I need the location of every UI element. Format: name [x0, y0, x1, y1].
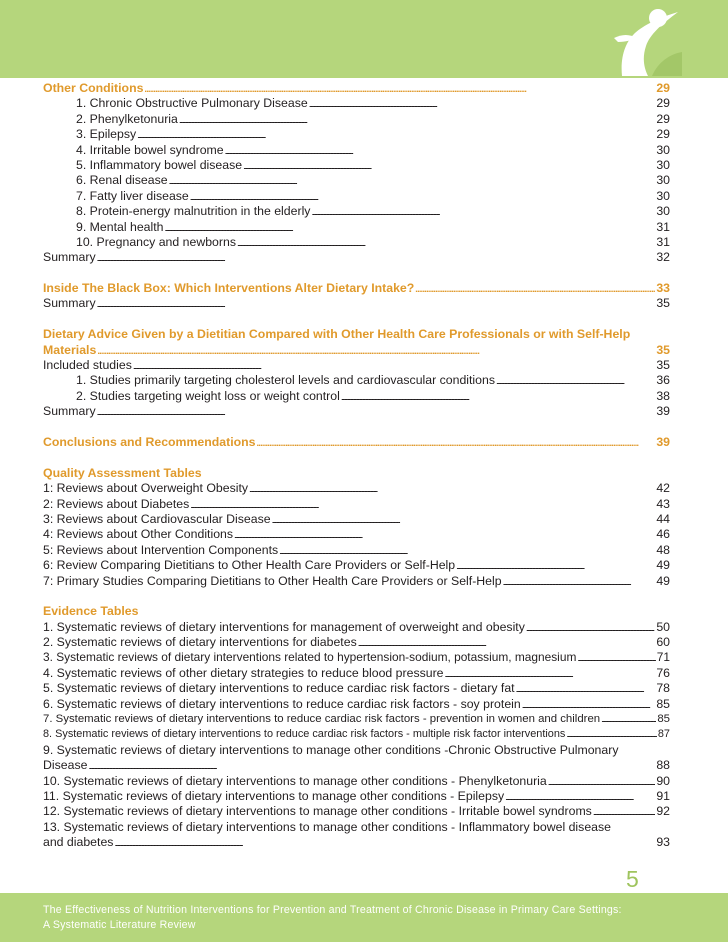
toc-page: 85: [656, 696, 670, 711]
toc-title: 8. Systematic reviews of dietary interventions to reduce cardiac risk factors - multiple risk factor interventions: [43, 728, 566, 741]
toc-page: 42: [656, 481, 670, 496]
toc-title: 11. Systematic reviews of dietary interventions to manage other conditions - Epilepsy: [43, 788, 505, 803]
toc-title: 2. Phenylketonuria: [76, 111, 178, 126]
toc-item[interactable]: [43, 96, 670, 111]
toc-heading: [43, 604, 670, 619]
toc-page: 35: [656, 296, 670, 311]
toc-title: Inside The Black Box: Which Interventions Alter Dietary Intake?: [43, 281, 415, 296]
toc-item[interactable]: [43, 481, 670, 496]
toc-title: 1. Studies primarily targeting cholesterol levels and cardiovascular conditions: [76, 373, 495, 388]
toc-item[interactable]: [43, 497, 670, 512]
toc-page: 35: [656, 342, 670, 357]
toc-title: 10. Pregnancy and newborns: [76, 234, 236, 249]
toc-item[interactable]: [43, 697, 670, 712]
toc-title: Quality Assessment Tables: [43, 465, 202, 480]
toc-title: 2. Systematic reviews of dietary interventions for diabetes: [43, 635, 357, 650]
toc-title: Summary: [43, 296, 96, 311]
toc-item-line[interactable]: 13. Systematic reviews of dietary interventions to manage other conditions - Inflammatory bowel disease: [43, 819, 611, 834]
toc-title: 7. Systematic reviews of dietary interventions to reduce cardiac risk factors - prevention in women and children: [43, 713, 601, 726]
toc-item[interactable]: [43, 404, 670, 419]
toc-title: Disease: [43, 758, 88, 773]
toc-page: 85: [657, 713, 670, 726]
toc-page: 93: [656, 835, 670, 850]
toc-page: 71: [656, 650, 670, 665]
toc-page: 39: [656, 404, 670, 419]
toc-item[interactable]: [43, 112, 670, 127]
toc-page: 44: [656, 511, 670, 526]
toc-page: 36: [656, 373, 670, 388]
toc-item[interactable]: [43, 296, 670, 311]
toc-title: Summary: [43, 250, 96, 265]
toc-title: 1: Reviews about Overweight Obesity: [43, 481, 249, 496]
toc-item[interactable]: [43, 250, 670, 265]
toc-item[interactable]: [43, 835, 670, 850]
toc-item[interactable]: [43, 758, 670, 773]
toc-item[interactable]: [43, 127, 670, 142]
toc-item[interactable]: [43, 358, 670, 373]
toc-heading[interactable]: [43, 327, 670, 342]
toc-title: 7: Primary Studies Comparing Dietitians to Other Health Care Providers or Self-Help: [43, 573, 502, 588]
toc-title: 2. Studies targeting weight loss or weight control: [76, 388, 340, 403]
toc-item[interactable]: [43, 220, 670, 235]
person-figure-logo-icon: [592, 4, 682, 76]
table-of-contents: [43, 81, 670, 851]
toc-item[interactable]: [43, 574, 670, 589]
toc-heading[interactable]: [43, 435, 670, 450]
toc-title: 9. Mental health: [76, 219, 164, 234]
toc-item[interactable]: [43, 512, 670, 527]
toc-title: 6: Review Comparing Dietitians to Other Health Care Providers or Self-Help: [43, 558, 456, 573]
toc-title: 12. Systematic reviews of dietary interventions to manage other conditions - Irritable bowel syndroms: [43, 804, 592, 819]
toc-item[interactable]: [43, 373, 670, 388]
toc-page: 30: [656, 173, 670, 188]
toc-page: 29: [656, 96, 670, 111]
toc-title: 2: Reviews about Diabetes: [43, 496, 190, 511]
toc-item[interactable]: [43, 620, 670, 635]
toc-title: Materials: [43, 342, 97, 357]
toc-item[interactable]: [43, 158, 670, 173]
toc-page: 31: [656, 234, 670, 249]
toc-title: and diabetes: [43, 835, 114, 850]
toc-item[interactable]: [43, 712, 670, 727]
toc-item[interactable]: [43, 727, 670, 742]
toc-item[interactable]: [43, 804, 670, 819]
toc-title: Included studies: [43, 358, 132, 373]
toc-title: 3: Reviews about Cardiovascular Disease: [43, 511, 271, 526]
toc-item[interactable]: [43, 204, 670, 219]
toc-heading: [43, 466, 670, 481]
toc-title: 4. Irritable bowel syndrome: [76, 142, 224, 157]
footer-line: The Effectiveness of Nutrition Interventions for Prevention and Treatment of Chronic Disease in Primary Care Settings:: [43, 904, 622, 916]
toc-title: 5. Inflammatory bowel disease: [76, 157, 243, 172]
header-band: [0, 0, 728, 78]
toc-heading[interactable]: [43, 343, 670, 358]
toc-title: Evidence Tables: [43, 604, 139, 619]
toc-title: 5. Systematic reviews of dietary interventions to reduce cardiac risk factors - dietary fat: [43, 681, 515, 696]
page-number: 5: [626, 866, 639, 892]
toc-item[interactable]: [43, 789, 670, 804]
toc-title: Summary: [43, 404, 96, 419]
toc-title: Dietary Advice Given by a Dietitian Compared with Other Health Care Professionals or with Self-Help: [43, 327, 631, 342]
toc-page: 78: [656, 681, 670, 696]
toc-item[interactable]: [43, 173, 670, 188]
toc-title: 1. Chronic Obstructive Pulmonary Disease: [76, 96, 308, 111]
toc-page: 88: [656, 758, 670, 773]
toc-title: 4. Systematic reviews of other dietary strategies to reduce blood pressure: [43, 665, 444, 680]
toc-item[interactable]: [43, 143, 670, 158]
toc-title: 6. Systematic reviews of dietary interventions to reduce cardiac risk factors - soy protein: [43, 696, 521, 711]
toc-title: 4: Reviews about Other Conditions: [43, 527, 234, 542]
toc-page: 90: [656, 773, 670, 788]
toc-title: Conclusions and Recommendations: [43, 434, 256, 449]
toc-item[interactable]: [43, 558, 670, 573]
footer-text: [43, 903, 703, 933]
toc-page: 33: [656, 281, 670, 296]
toc-page: 32: [656, 250, 670, 265]
toc-title: Other Conditions: [43, 81, 144, 95]
toc-item[interactable]: [43, 389, 670, 404]
toc-item-line[interactable]: 9. Systematic reviews of dietary interventions to manage other conditions -Chronic Obstructive Pulmonary: [43, 742, 619, 757]
toc-page: 30: [656, 157, 670, 172]
toc-page: 29: [656, 111, 670, 126]
toc-title: 8. Protein-energy malnutrition in the elderly: [76, 204, 311, 219]
toc-page: 31: [656, 219, 670, 234]
toc-title: 3. Systematic reviews of dietary interventions related to hypertension-sodium, potassium, magnesium: [43, 650, 577, 665]
toc-title: 5: Reviews about Intervention Components: [43, 542, 279, 557]
toc-page: 50: [656, 619, 670, 634]
toc-item[interactable]: [43, 635, 670, 650]
toc-item[interactable]: [43, 543, 670, 558]
toc-page: 92: [656, 804, 670, 819]
toc-heading[interactable]: [43, 281, 670, 296]
toc-item[interactable]: [43, 666, 670, 681]
toc-page: 60: [656, 635, 670, 650]
toc-page: 91: [656, 788, 670, 803]
toc-page: 30: [656, 142, 670, 157]
toc-item[interactable]: [43, 527, 670, 542]
toc-page: 43: [656, 496, 670, 511]
toc-item[interactable]: [43, 681, 670, 696]
toc-page: 38: [656, 388, 670, 403]
toc-page: 49: [656, 558, 670, 573]
toc-title: 6. Renal disease: [76, 173, 168, 188]
toc-page: 49: [656, 573, 670, 588]
toc-heading[interactable]: [43, 81, 670, 96]
toc-page: 48: [656, 542, 670, 557]
toc-page: 39: [656, 434, 670, 449]
toc-title: 7. Fatty liver disease: [76, 188, 189, 203]
toc-page: 29: [656, 81, 670, 95]
toc-item[interactable]: [43, 650, 670, 665]
toc-page: 35: [656, 358, 670, 373]
toc-page: 87: [657, 728, 670, 741]
toc-title: 1. Systematic reviews of dietary interventions for management of overweight and obesity: [43, 619, 525, 634]
toc-item[interactable]: [43, 235, 670, 250]
toc-page: 46: [656, 527, 670, 542]
toc-page: 30: [656, 204, 670, 219]
toc-title: 10. Systematic reviews of dietary interventions to manage other conditions - Phenylketonuria: [43, 773, 547, 788]
toc-title: 3. Epilepsy: [76, 127, 137, 142]
toc-page: 29: [656, 127, 670, 142]
toc-item[interactable]: [43, 189, 670, 204]
toc-page: 76: [656, 665, 670, 680]
toc-item[interactable]: [43, 774, 670, 789]
footer-line: A Systematic Literature Review: [43, 919, 196, 931]
toc-page: 30: [656, 188, 670, 203]
